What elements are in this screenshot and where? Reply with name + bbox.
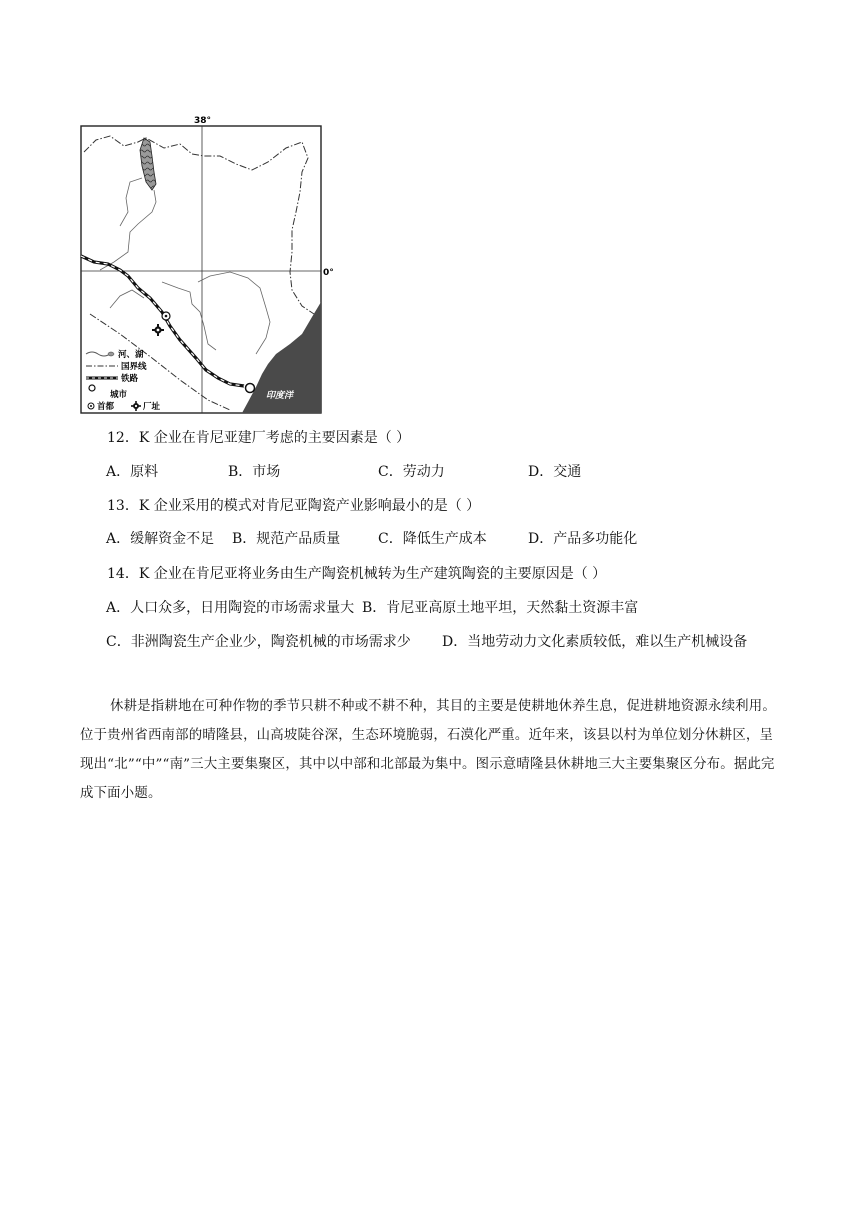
river-1 [100, 190, 156, 270]
legend-factory-icon [131, 401, 141, 411]
river-2 [120, 178, 142, 226]
capital-dot [165, 315, 168, 318]
reading-passage: 休耕是指耕地在可种作物的季节只耕不种或不耕不种，其目的主要是使耕地休养生息，促进耕地资源永续利用。位于贵州省西南部的晴隆县，山高坡陡谷深，生态环境脆弱，石漠化严重。近年来，该县以村为单位划分休耕区，呈现出“北”“中”“南”三大主要集聚区，其中以中部和北部最为集中。图示意晴隆县休耕地三大主要集聚区分布。据此完成下面小题。 [80, 699, 776, 801]
legend-city-icon [89, 385, 95, 391]
legend-lake-icon [108, 352, 114, 356]
map-legend [86, 349, 161, 412]
legend-factory: 厂址 [143, 402, 161, 412]
legend-city: 城市 [110, 390, 128, 400]
river-4 [110, 290, 144, 308]
q13-option-d: D．产品多功能化 [528, 531, 638, 547]
q12-option-b: B．市场 [228, 464, 281, 480]
q13-option-c: C．降低生产成本 [378, 531, 487, 547]
ocean-label: 印度洋 [266, 391, 294, 401]
legend-capital: 首都 [97, 402, 115, 412]
legend-railway: 铁路 [121, 374, 139, 384]
city-marker [246, 384, 255, 393]
factory-marker [152, 324, 164, 336]
question-13-stem: 13．K 企业采用的模式对肯尼亚陶瓷产业影响最小的是（ ） [107, 498, 481, 514]
q13-option-b: B．规范产品质量 [232, 531, 341, 547]
meridian-label: 38° [194, 116, 212, 126]
equator-label: 0° [323, 268, 334, 278]
legend-river-icon [86, 352, 110, 356]
question-14-stem: 14．K 企业在肯尼亚将业务由生产陶瓷机械转为生产建筑陶瓷的主要原因是（ ） [107, 566, 607, 582]
q12-option-d: D．交通 [528, 464, 582, 480]
legend-border: 国界线 [121, 362, 147, 372]
q14-option-b: B．肯尼亚高原土地平坦，天然黏土资源丰富 [362, 600, 639, 616]
q13-option-a: A．缓解资金不足 [106, 531, 215, 547]
q12-option-a: A．原料 [106, 464, 159, 480]
q14-option-d: D．当地劳动力文化素质较低，难以生产机械设备 [442, 634, 748, 650]
q14-option-a: A．人口众多，日用陶瓷的市场需求量大 [106, 600, 355, 616]
lake-turkana [140, 138, 156, 190]
question-12-stem: 12．K 企业在肯尼亚建厂考虑的主要因素是（ ） [107, 430, 411, 446]
kenya-map [80, 112, 334, 414]
kenya-map-svg [80, 112, 350, 414]
legend-river-lake: 河、湖 [118, 350, 144, 360]
q12-option-c: C．劳动力 [378, 464, 445, 480]
border-north-east [84, 136, 314, 314]
q14-option-c: C．非洲陶瓷生产企业少，陶瓷机械的市场需求少 [106, 634, 411, 650]
river-tana [198, 272, 270, 354]
